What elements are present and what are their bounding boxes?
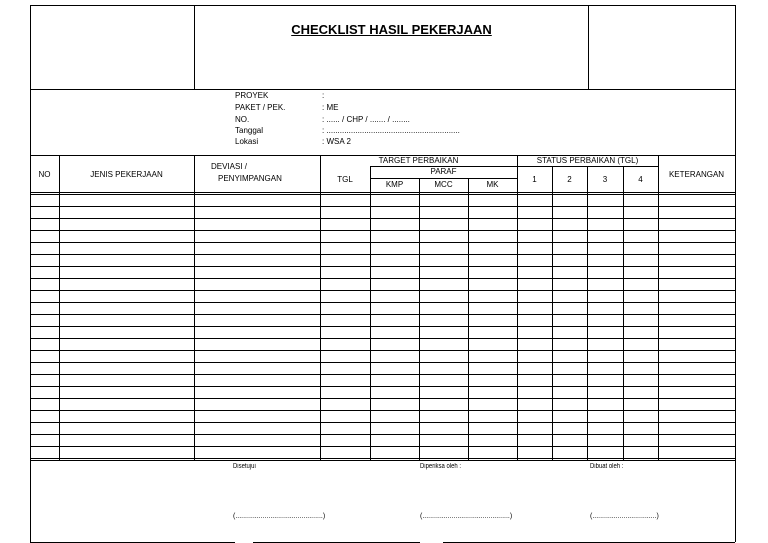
table-row [30,362,735,363]
info-value-proyek: : [322,91,325,100]
info-label-tanggal: Tanggal [235,126,264,135]
col-no-header: NO [38,170,51,179]
table-row [30,350,735,351]
col-divider-mk [517,155,518,460]
col-divider-tgl [370,166,371,460]
logo-box-divider [194,5,195,89]
info-value-no: : ...... / CHP / ....... / ........ [322,115,410,124]
col-tgl-header: TGL [337,175,353,184]
table-row [30,434,735,435]
col-divider-no [59,155,60,460]
table-row [30,278,735,279]
info-value-lokasi: : WSA 2 [322,137,351,146]
info-value-tanggal: : ............................................................ [322,126,460,135]
table-row [30,266,735,267]
col-mcc-header: MCC [434,180,453,189]
table-row [30,410,735,411]
table-row [30,254,735,255]
table-row [30,422,735,423]
col-mk-header: MK [486,180,499,189]
sign-dibuat-blank: (.................................) [590,513,659,520]
col-status-1-header: 1 [532,175,537,184]
page-title: CHECKLIST HASIL PEKERJAAN [291,22,492,37]
table-row [30,230,735,231]
table-row [30,302,735,303]
status-perbaikan-header: STATUS PERBAIKAN (TGL) [536,156,639,165]
header-bottom-line-2 [30,194,735,195]
table-row [30,374,735,375]
col-status-4-header: 4 [638,175,643,184]
paraf-under-line [370,178,517,179]
table-row [30,218,735,219]
table-row [30,290,735,291]
header-bottom-line [30,89,735,90]
col-divider-mcc [468,178,469,460]
info-label-no: NO. [235,115,250,124]
info-label-proyek: PROYEK [235,91,269,100]
sign-diperiksa-label: Diperiksa oleh : [420,463,462,470]
right-box-divider [588,5,589,89]
header-bottom-line-1 [30,192,735,193]
table-row [30,206,735,207]
frame-top [30,5,735,6]
target-perbaikan-header: TARGET PERBAIKAN [378,156,459,165]
sign-dibuat-label: Dibuat oleh : [590,463,624,470]
col-divider-s3 [623,166,624,460]
sign-disetujui-blank: (.............................................) [233,513,326,520]
col-divider-jenis [194,155,195,460]
col-keterangan-header: KETERANGAN [668,170,725,179]
table-row [30,338,735,339]
col-status-2-header: 2 [567,175,572,184]
frame-left [30,5,31,542]
table-bottom-line-2 [30,460,735,461]
frame-right [735,5,736,542]
col-kmp-header: KMP [385,180,404,189]
col-deviasi-header-1: DEVIASI / [211,162,248,171]
sign-disetujui-label: Disetujui [233,463,256,470]
table-row [30,398,735,399]
table-bottom-line-1 [30,458,735,459]
col-divider-kmp [419,178,420,460]
table-row [30,446,735,447]
info-value-paket: : ME [322,103,339,112]
col-divider-s2 [587,166,588,460]
col-divider-s1 [552,166,553,460]
table-row [30,326,735,327]
info-label-lokasi: Lokasi [235,137,259,146]
sign-diperiksa-blank: (.............................................) [420,513,513,520]
table-row [30,386,735,387]
col-divider-deviasi [320,155,321,460]
table-row [30,242,735,243]
col-status-3-header: 3 [602,175,608,184]
col-divider-s4 [658,155,659,460]
paraf-header: PARAF [430,167,457,176]
info-label-paket: PAKET / PEK. [235,103,286,112]
col-deviasi-header-2: PENYIMPANGAN [218,174,282,183]
table-row [30,314,735,315]
col-jenis-header: JENIS PEKERJAAN [90,170,163,179]
